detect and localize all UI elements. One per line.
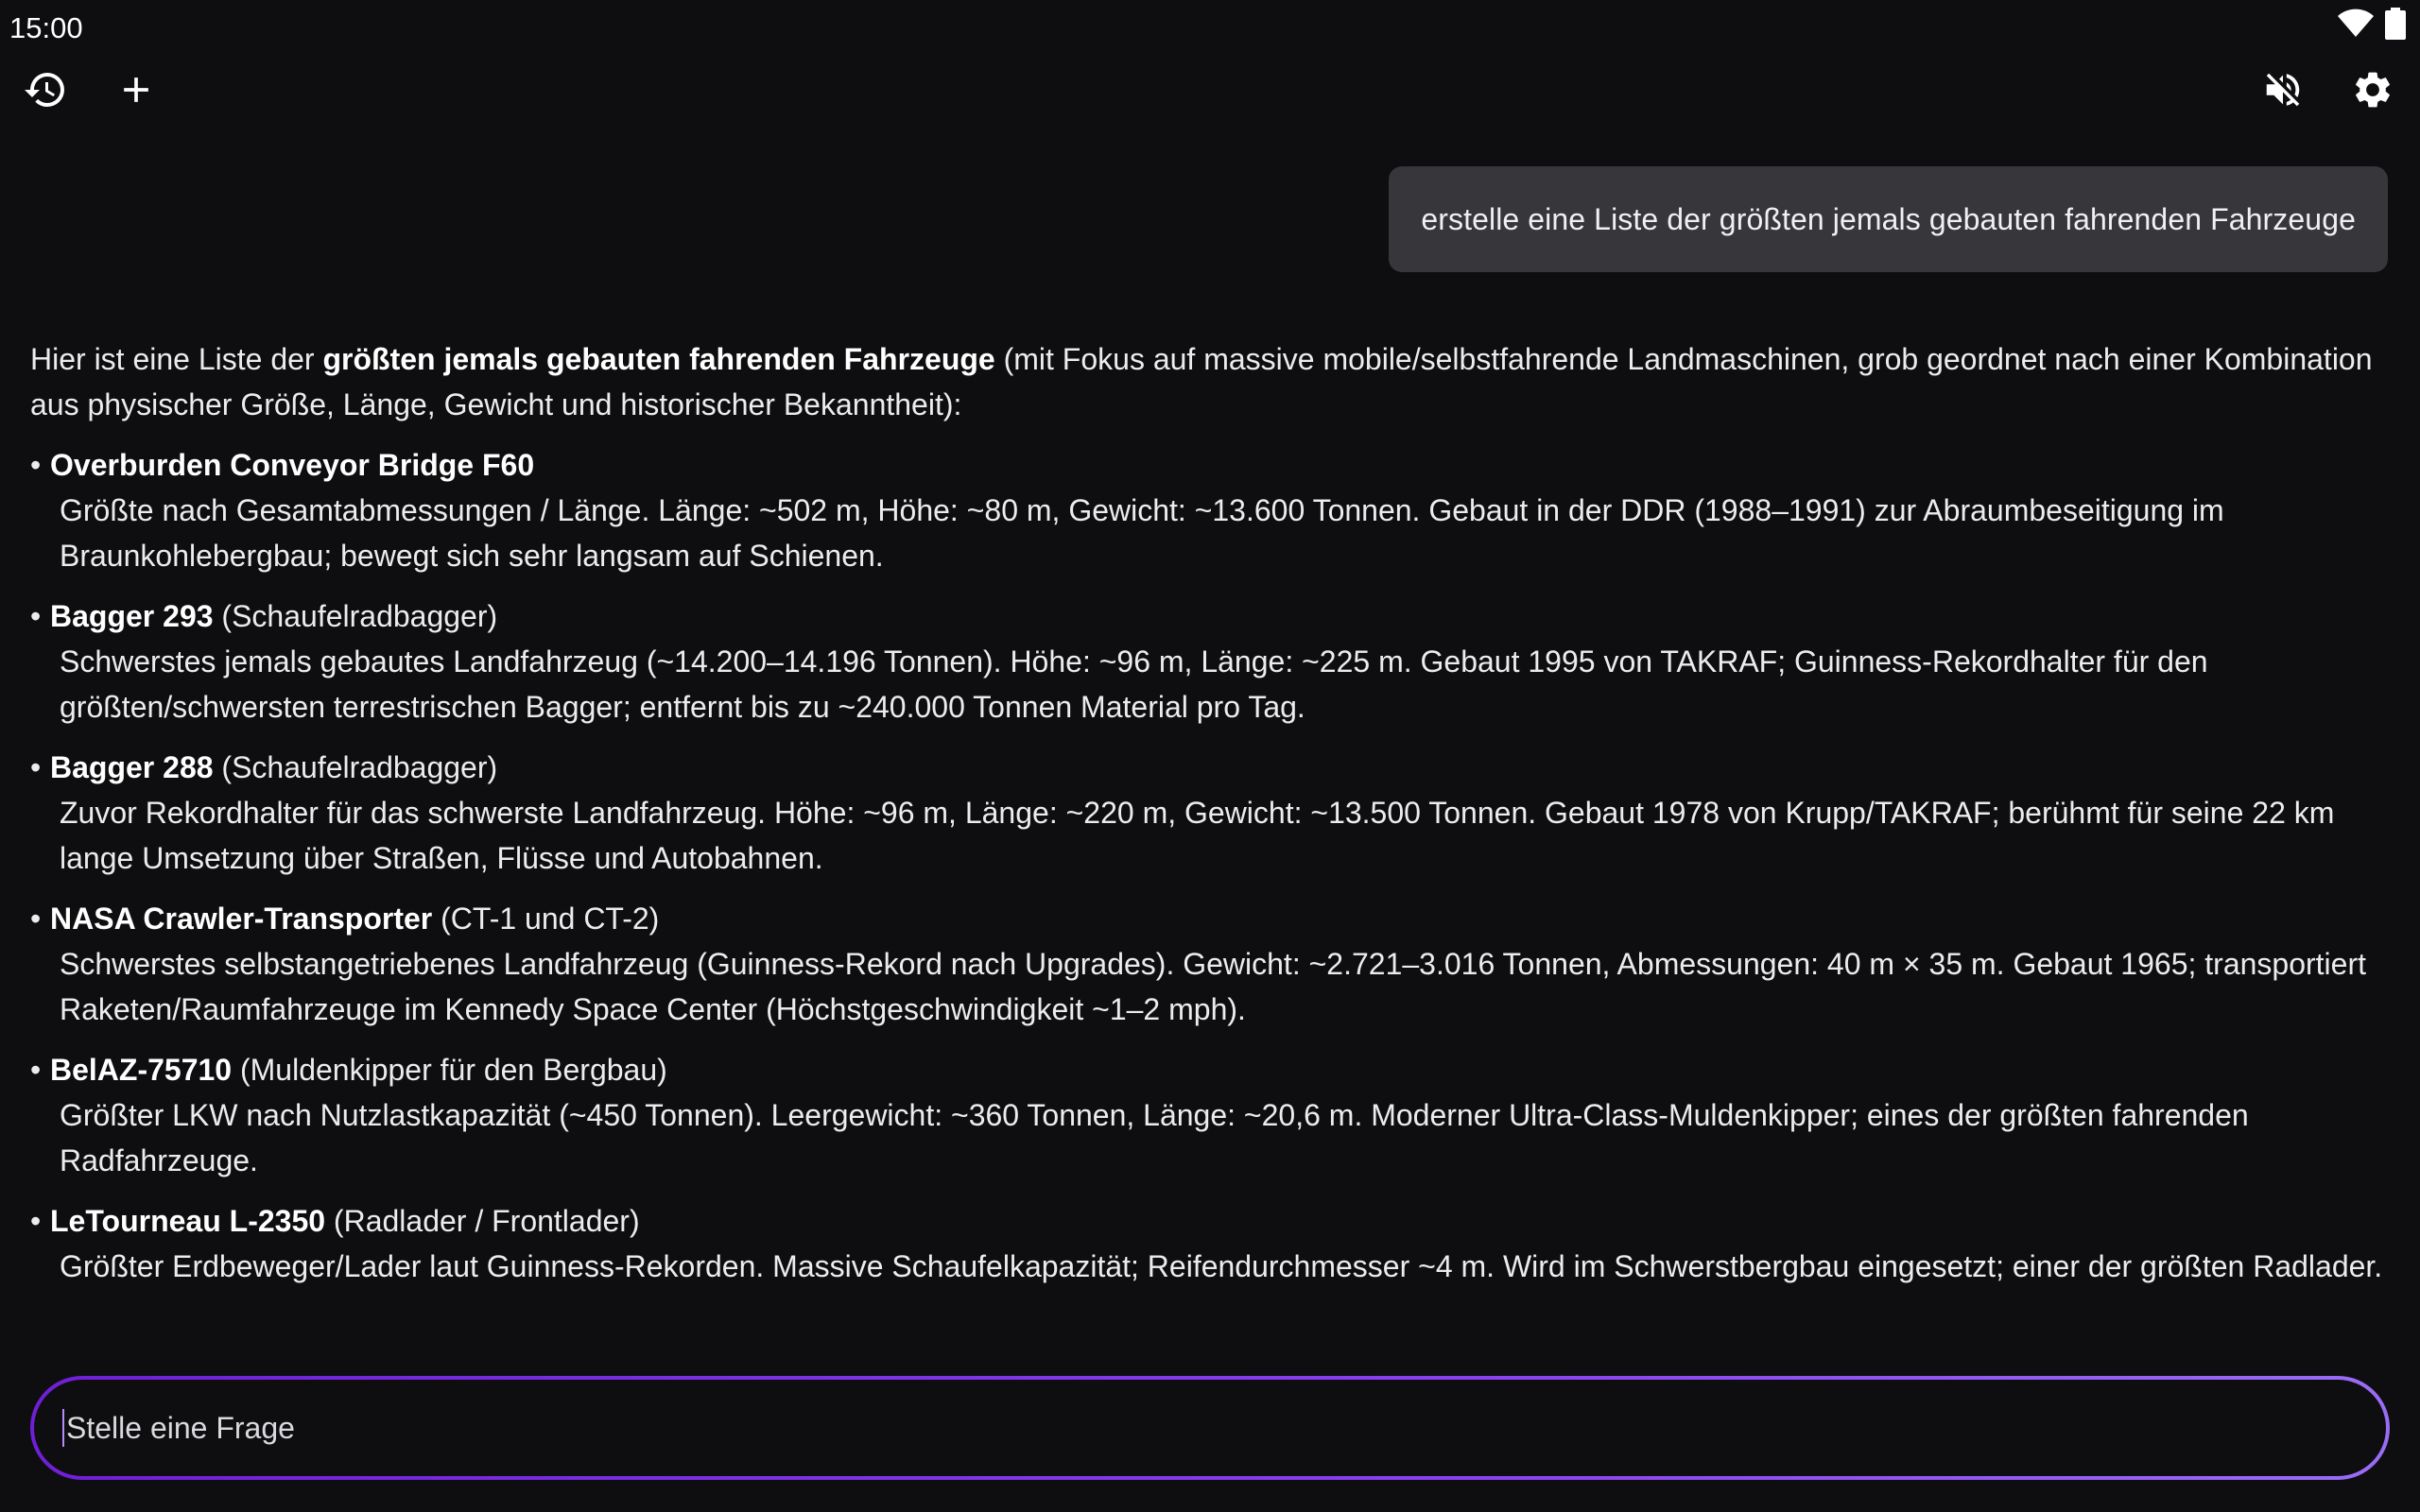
list-item [30,896,2394,1032]
bullet: • [30,1204,42,1238]
status-icons [2337,8,2407,44]
text-caret [62,1409,64,1447]
prompt-input-container[interactable] [30,1376,2390,1480]
item-type: (CT-1 und CT-2) [432,902,660,936]
item-name: Bagger 288 [50,750,214,784]
toolbar [0,59,2420,125]
settings-button[interactable] [2340,59,2406,125]
item-description: Größter LKW nach Nutzlastkapazität (~450 Tonnen). Leergewicht: ~360 Tonnen, Länge: ~20,6 m. Moderner Ultra-Class-Muldenkipper; eines der größten fahrenden Radfahrzeuge. [60,1098,2249,1177]
item-description: Größte nach Gesamtabmessungen / Länge. Länge: ~502 m, Höhe: ~80 m, Gewicht: ~13.600 Tonnen. Gebaut in der DDR (1988–1991) zur Abraumbeseitigung im Braunkohlebergbau; bewegt sich sehr langsam auf Schienen. [60,493,2224,573]
settings-icon [2351,68,2394,116]
item-name: BelAZ-75710 [50,1053,233,1087]
item-name: NASA Crawler-Transporter [50,902,433,936]
status-bar [0,0,2420,55]
item-description: Schwerstes jemals gebautes Landfahrzeug (~14.200–14.196 Tonnen). Höhe: ~96 m, Länge: ~225 m. Gebaut 1995 von TAKRAF; Guinness-Rekordhalter für den größten/schwersten terrestrischen Bagger; entfernt bis zu ~240.000 Tonnen Material pro Tag. [60,644,2208,724]
mute-button[interactable] [2250,59,2316,125]
list-item [30,1047,2394,1183]
item-description: Schwerstes selbstangetriebenes Landfahrzeug (Guinness-Rekord nach Upgrades). Gewicht: ~2.721–3.016 Tonnen, Abmessungen: 40 m × 35 m. Gebaut 1965; transportiert Raketen/Raumfahrzeuge im Kennedy Space Center (Höchstgeschwindigkeit ~1–2 mph). [60,947,2366,1026]
history-button[interactable] [12,59,78,125]
intro-text-end: (mit Fokus auf massive mobile/selbstfahrende Landmaschinen, grob geordnet nach einer Kombination aus physischer Größe, Länge, Gewicht und historischer Bekanntheit): [30,342,2373,421]
item-type: (Schaufelradbagger) [213,750,498,784]
item-description: Größter Erdbeweger/Lader laut Guinness-Rekorden. Massive Schaufelkapazität; Reifendurchmesser ~4 m. Wird im Schwerstbergbau eingesetzt; einer der größten Radlader. [60,1249,2383,1283]
item-type: (Muldenkipper für den Bergbau) [232,1053,667,1087]
bullet: • [30,750,42,784]
bullet: • [30,448,42,482]
new-chat-button[interactable] [103,59,169,125]
status-time: 15:00 [9,11,83,44]
item-name: LeTourneau L-2350 [50,1204,326,1238]
item-type: (Radlader / Frontlader) [325,1204,640,1238]
bullet: • [30,599,42,633]
item-name: Overburden Conveyor Bridge F60 [50,448,535,482]
vehicle-list [30,442,2394,1289]
user-message-text: erstelle eine Liste der größten jemals gebauten fahrenden Fahrzeuge [1421,201,2356,236]
assistant-response [30,336,2394,1304]
new-chat-icon [115,69,157,115]
prompt-input-inner[interactable] [34,1380,2386,1476]
item-name: Bagger 293 [50,599,214,633]
bullet: • [30,902,42,936]
history-icon [23,67,68,117]
intro-text-bold: größten jemals gebauten fahrenden Fahrzeuge [322,342,995,376]
volume-off-icon [2261,68,2305,116]
intro-text-start: Hier ist eine Liste der [30,342,323,376]
prompt-input[interactable] [66,1411,2386,1446]
battery-icon [2384,8,2407,44]
item-type: (Schaufelradbagger) [213,599,498,633]
bullet: • [30,1053,42,1087]
list-item [30,1198,2394,1289]
user-message-bubble [1389,166,2388,272]
list-item [30,442,2394,578]
list-item [30,593,2394,730]
wifi-icon [2337,9,2375,43]
list-item [30,745,2394,881]
response-intro [30,336,2394,427]
item-description: Zuvor Rekordhalter für das schwerste Landfahrzeug. Höhe: ~96 m, Länge: ~220 m, Gewicht: ~13.500 Tonnen. Gebaut 1978 von Krupp/TAKRAF; berühmt für seine 22 km lange Umsetzung über Straßen, Flüsse und Autobahnen. [60,796,2335,875]
